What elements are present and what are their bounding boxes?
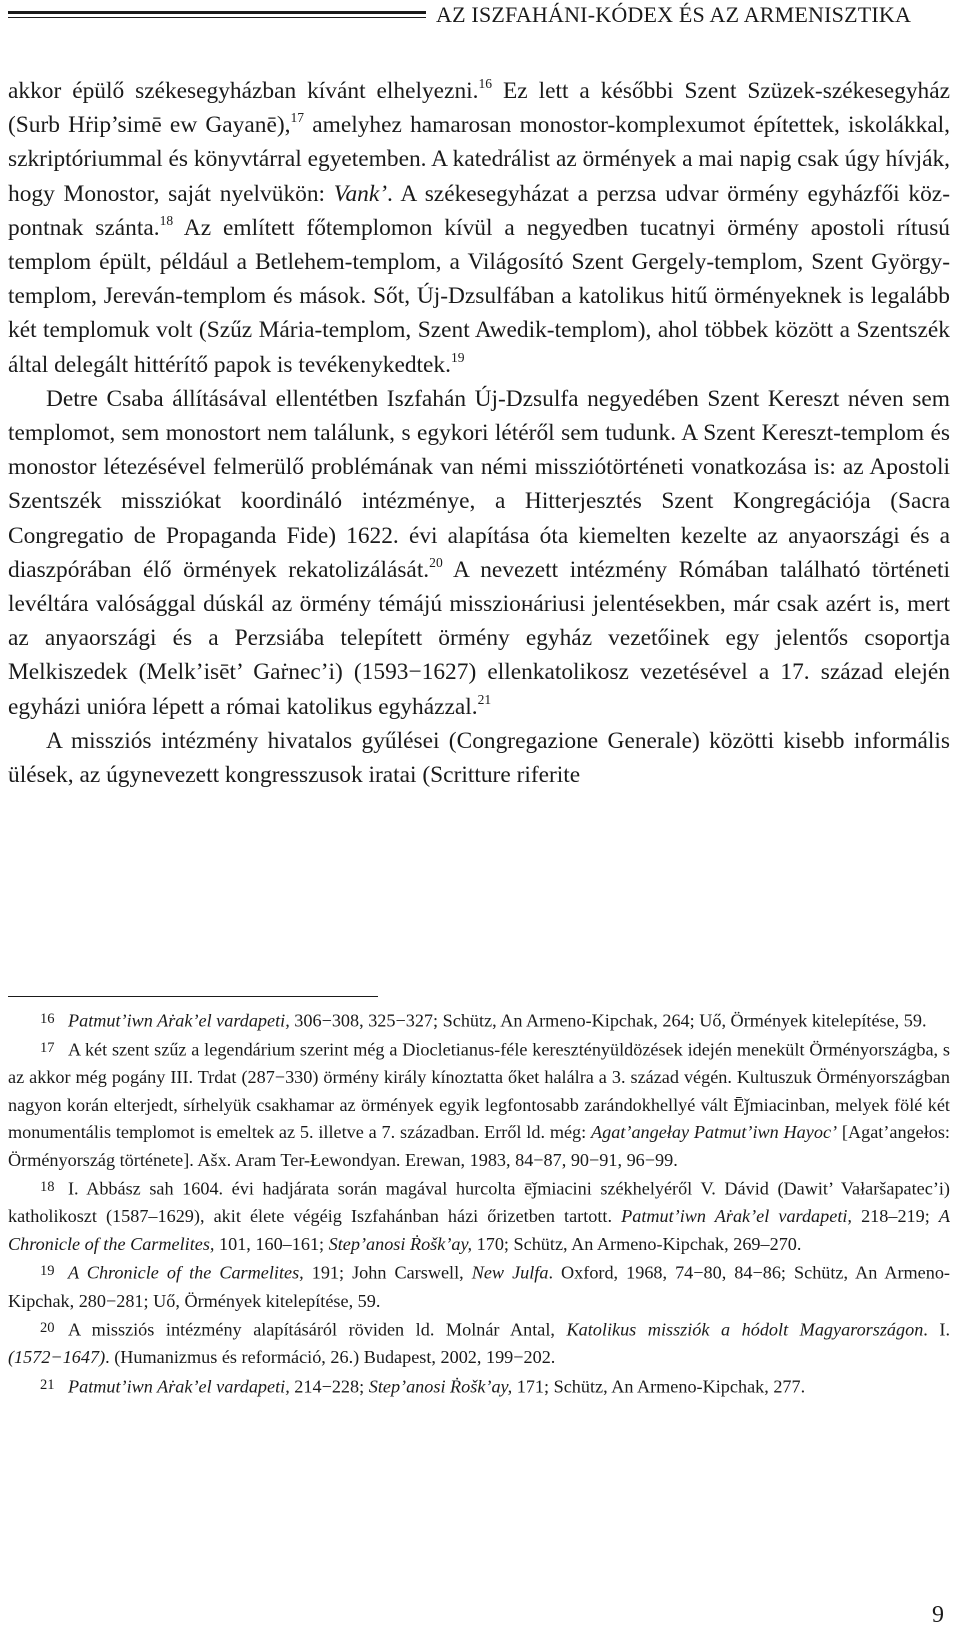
- italic-text: Patmut’iwn Aṙak’el vardapeti,: [68, 1376, 290, 1397]
- text-run: akkor épülő székesegyházban kívánt elhelyezni.: [8, 78, 479, 104]
- footnote-reference[interactable]: 16: [478, 75, 493, 91]
- italic-text: A Chronicle of the Carmelites,: [8, 1206, 950, 1254]
- header-rule-thin: [8, 17, 426, 18]
- text-run: A nevezett intézmény Rómában található történeti levéltára valósággal dúskál az örmény témájú missziонáriusi jelentésekben, már csak azért is, mert az anyaországi és a Perzsiába telepített örmény egyház vezetőinek egy jelentős csoportja Melkiszedek (Melk’isēt’ Gaṙnec’i) (1593−1627) ellenkatolikosz vezetésével a 17. század elején egyházi unióra lépett a római katolikus egyházzal.: [8, 556, 950, 720]
- text-run: amelyhez hamarosan monostor-komplexumot építettek, iskolákkal, szkriptóriummal és könyvtárral egyetemben. A katedrálist az örmények a mai napig csak úgy hívják, hogy Monostor, saját nyelvükön:: [8, 112, 950, 207]
- italic-text: A Chronicle of the Carmelites,: [68, 1263, 304, 1283]
- footnote-reference[interactable]: 18: [159, 212, 174, 228]
- italic-text: Patmut’iwn Aṙak’el vardapeti,: [68, 1010, 290, 1031]
- text-run: 171; Schütz, An Armeno-Kipchak, 277.: [512, 1376, 806, 1397]
- footnote: [8, 1372, 950, 1401]
- text-run: A missziós intézmény alapításáról röviden ld. Molnár Antal,: [68, 1319, 567, 1340]
- footnote-number: 18: [40, 1179, 55, 1196]
- italic-text: Agat’angełay Patmut’iwn Hayoc’: [591, 1122, 838, 1143]
- italic-text: New Julfa: [471, 1263, 549, 1283]
- text-run: 218–219;: [851, 1206, 939, 1227]
- italic-text: Step’anosi Ṙošk’ay,: [368, 1376, 513, 1397]
- main-text: [8, 74, 950, 792]
- footnote-number: 20: [40, 1320, 55, 1336]
- italic-text: Patmut’iwn Aṙak’el vardapeti,: [621, 1206, 852, 1227]
- italic-text: Step’anosi Ṙošk’ay,: [328, 1233, 473, 1254]
- footnote-separator: [8, 996, 378, 997]
- text-run: 191; John Carswell,: [303, 1263, 472, 1283]
- footnote: [8, 1315, 950, 1372]
- text-run: A missziós intézmény hivatalos gyűlései (Congregazione Generale) közötti kisebb informális ülések, az úgynevezett kongresszusok iratai (Scritture riferite: [8, 727, 950, 789]
- text-run: . A székesegyházat a perzsa udvar örmény egyházfői központnak szánta.: [8, 180, 950, 241]
- page-number: 9: [932, 1602, 944, 1628]
- footnote-reference[interactable]: 19: [450, 349, 465, 365]
- text-run: . (Humanizmus és reformáció, 26.) Budapest, 2002, 199−202.: [105, 1347, 556, 1368]
- footnote-number: 16: [40, 1011, 55, 1027]
- running-head-title: AZ ISZFAHÁNI-KÓDEX ÉS AZ ARMENISZTIKA: [436, 2, 912, 27]
- footnote: [8, 1258, 950, 1315]
- text-run: [Agat’angełos: Örményország története]. Ašx. Aram Ter-Łewondyan. Erewan, 1983, 84−87, 90−91, 96−99.: [8, 1122, 950, 1170]
- text-run: 101, 160–161;: [214, 1233, 329, 1254]
- text-run: I. Abbász sah 1604. évi hadjárata során magával hurcolta ēǰmiacini székhelyéről V. Dávid (Dawit’ Vałaršapatec’i) katholikoszt (1587–1629), akit élete végéig Iszfahánban házi őrizetben tartott.: [8, 1178, 950, 1227]
- text-run: 214−228;: [289, 1376, 369, 1397]
- text-run: Ez lett a későbbi Szent Szüzek-székesegyház (Surb Hṙip’simē ew Gayanē),: [8, 78, 950, 139]
- italic-text: Vank’: [333, 180, 388, 207]
- header-double-rule: [8, 11, 426, 14]
- paragraph: [8, 74, 950, 382]
- footnote-number: 17: [40, 1040, 55, 1057]
- footnote: [8, 1174, 950, 1258]
- footnote-number: 19: [40, 1263, 55, 1280]
- footnote: [8, 1035, 950, 1174]
- text-run: 306−308, 325−327; Schütz, An Armeno-Kipchak, 264; Uő, Örmények kitelepítése, 59.: [289, 1010, 927, 1031]
- running-head: [8, 0, 960, 40]
- italic-text: Katolikus missziók a hódolt Magyarországon: [566, 1319, 924, 1340]
- text-run: A két szent szűz a legendárium szerint még a Diocletianus-féle keresztényüldözések idején menekült Örményországba, s az akkor még pogány III. Trdat (287−330) örmény király kínoztatta őket halálra a 3. század végén. Kultuszuk Örményországban nagyon korán elterjedt, sírhelyük csakhamar az örmények egyik legfontosabb zarándokhellyé vált Ēǰmiacinban, melyek fölé két monumentális templomot is emeltek az 5. illetve a 7. században. Erről ld. még:: [8, 1039, 950, 1143]
- paragraph: [8, 724, 950, 792]
- paragraph: [8, 382, 950, 724]
- footnote-reference[interactable]: 20: [429, 554, 443, 570]
- text-run: Az említett főtemplomon kívül a negyedben tucatnyi örmény apostoli rítusú templom épült, például a Betlehem-templom, a Világosító Szent Gergely-templom, Szent György-templom, Jereván-templom és mások. Sőt, Új-Dzsulfában a katolikus hitű örményeknek is legalább két templomuk volt (Szűz Mária-templom, Szent Awedik-templom), ahol többek között a Szentszék által delegált hittérítő papok is tevékenykedtek.: [8, 214, 950, 378]
- text-run: . I.: [923, 1319, 951, 1340]
- text-run: . Oxford, 1968, 74−80, 84−86; Schütz, An Armeno-Kipchak, 280−281; Uő, Örmények kitelepítése, 59.: [8, 1263, 950, 1311]
- text-run: Detre Csaba állításával ellentétben Iszfahán Új-Dzsulfa negyedében Szent Kereszt néven sem templomot, sem monostort nem találunk, s egykori létéről sem tudunk. A Szent Kereszt-templom és monostor létezésével felmerülő problémának van némi missziótörténeti vonatkozása is: az Apostoli Szentszék missziókat koordináló intézménye, a Hitterjesztés Szent Kongregációja (Sacra Congregatio de Propaganda Fide) 1622. évi alapítása óta kiemelten kezelte az anyaországi és a diaszpórában élő örmények rekatolizálását.: [8, 385, 950, 583]
- footnote-reference[interactable]: 17: [290, 110, 305, 126]
- italic-text: (1572−1647): [8, 1347, 106, 1368]
- footnote-reference[interactable]: 21: [477, 691, 492, 707]
- footnote: [8, 1006, 950, 1035]
- footnotes: [8, 1006, 950, 1401]
- footnote-number: 21: [40, 1376, 55, 1393]
- text-run: 170; Schütz, An Armeno-Kipchak, 269–270.: [472, 1233, 802, 1254]
